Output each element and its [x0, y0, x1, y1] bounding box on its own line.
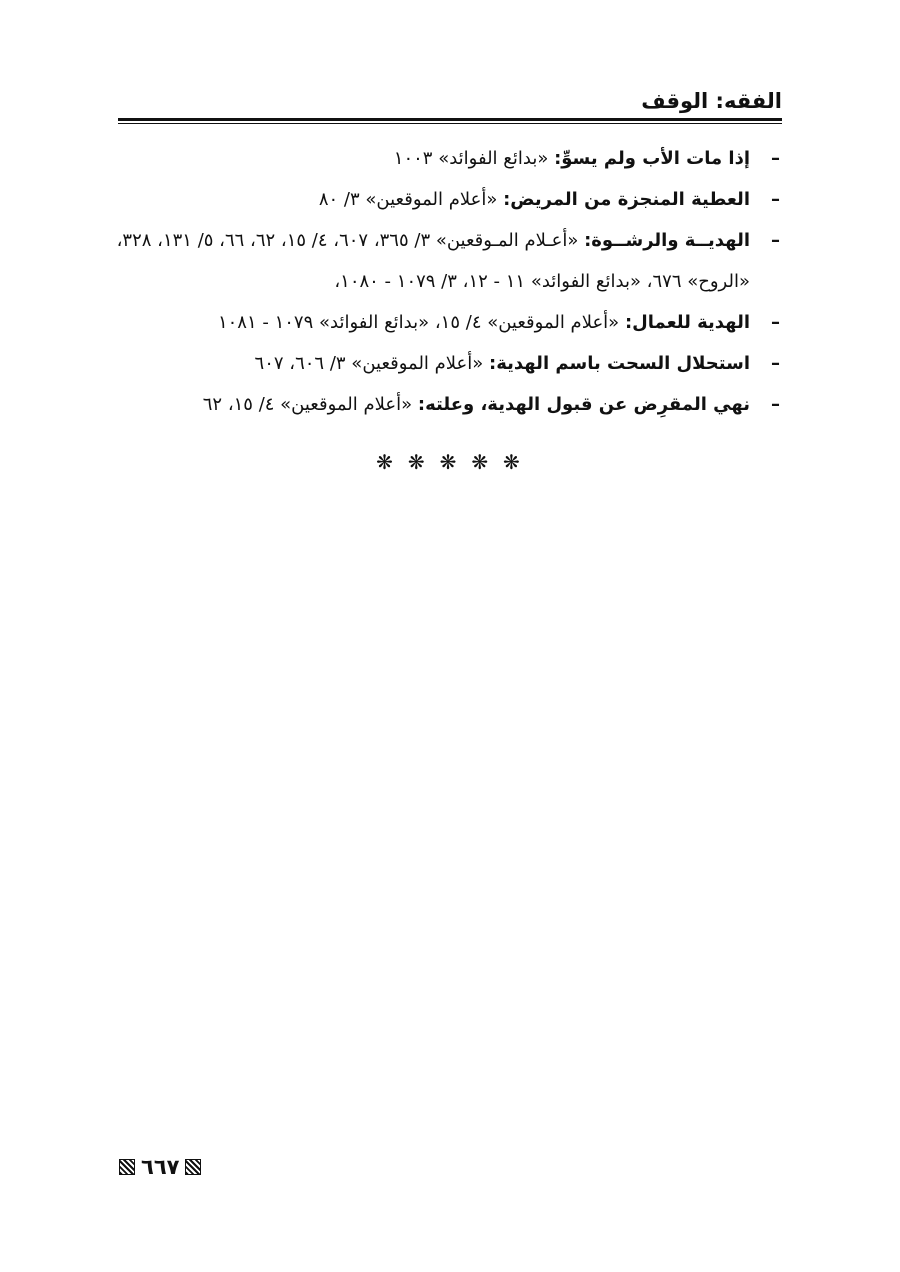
page-footer: [119, 1155, 201, 1179]
running-title: الفقه: الوقف: [641, 89, 782, 113]
header-rule-thick: [118, 118, 782, 121]
entry-dash: –: [771, 230, 780, 251]
index-entry: [112, 343, 782, 384]
entry-dash: –: [771, 394, 780, 415]
entry-term: نهي المقرِض عن قبول الهدية، وعلته:: [417, 394, 750, 415]
entry-references: «أعـلام المـوقعين» ٣/ ٣٦٥، ٦٠٧، ٤/ ١٥، ٦٢، ٦٦، ٥/ ١٣١، ٣٢٨، «الروح» ٦٧٦، «بدائع الفوائد» ١١ - ١٢، ٣/ ١٠٧٩ - ١٠٨٠،: [116, 230, 750, 292]
entry-term: الهديــة والرشــوة:: [584, 230, 750, 251]
entry-references: «أعلام الموقعين» ٣/ ٨٠: [318, 189, 498, 210]
entry-dash: –: [771, 353, 780, 374]
header-rule-thin: [118, 123, 782, 124]
index-entry: [112, 179, 782, 220]
section-separator: ❋ ❋ ❋ ❋ ❋: [376, 450, 524, 474]
entry-term: استحلال السحت باسم الهدية:: [489, 353, 750, 374]
index-entry: [112, 302, 782, 343]
entry-dash: –: [771, 189, 780, 210]
index-entries: [112, 138, 782, 425]
page-number: ٦٦٧: [141, 1155, 180, 1179]
left-ornament-icon: [119, 1159, 135, 1175]
entry-references: «بدائع الفوائد» ١٠٠٣: [393, 148, 549, 169]
entry-dash: –: [771, 148, 780, 169]
entry-dash: –: [771, 312, 780, 333]
entry-references: «أعلام الموقعين» ٤/ ١٥، ٦٢: [202, 394, 413, 415]
entry-term: إذا مات الأب ولم يسوِّ:: [554, 148, 750, 169]
entry-references: «أعلام الموقعين» ٣/ ٦٠٦، ٦٠٧: [254, 353, 484, 374]
entry-references: «أعلام الموقعين» ٤/ ١٥، «بدائع الفوائد» ١٠٧٩ - ١٠٨١: [217, 312, 620, 333]
index-entry: [112, 220, 782, 302]
right-ornament-icon: [185, 1159, 201, 1175]
page-header: [118, 86, 782, 124]
entry-term: العطية المنجزة من المريض:: [503, 189, 750, 210]
index-entry: [112, 384, 782, 425]
index-entry: [112, 138, 782, 179]
entry-term: الهدية للعمال:: [624, 312, 750, 333]
